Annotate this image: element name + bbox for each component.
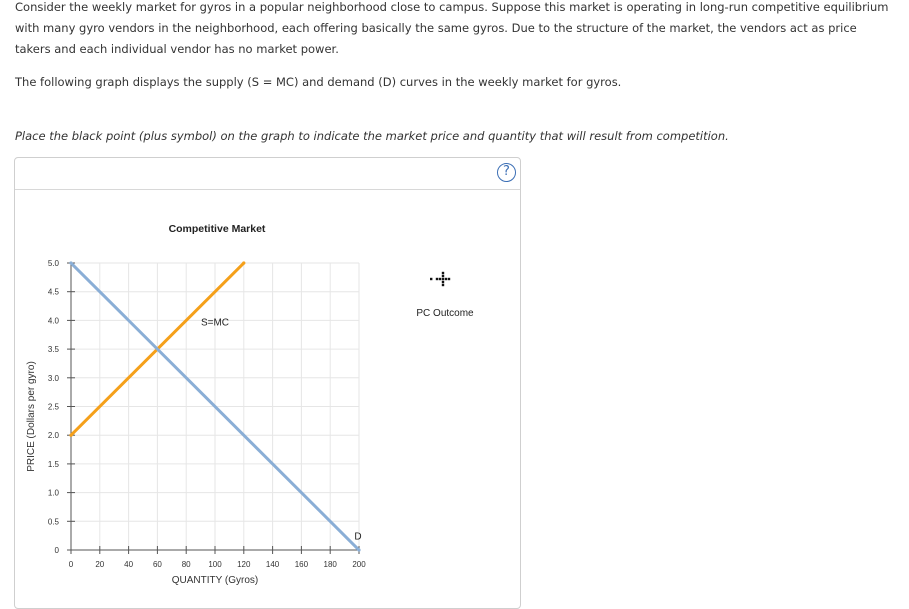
y-tick-label: 4.0	[47, 316, 59, 326]
x-tick-label: 120	[237, 560, 251, 569]
instruction-text: Place the black point (plus symbol) on the graph to indicate the market price and quantity that will result from competition.	[15, 129, 729, 143]
x-tick-label: 160	[294, 560, 309, 569]
x-tick-label: 180	[323, 560, 337, 569]
plus-symbol-dot[interactable]	[439, 278, 441, 280]
x-tick-label: 100	[208, 560, 222, 569]
chart-axes	[48, 259, 366, 569]
y-tick-label: 2.0	[47, 431, 59, 441]
y-tick-label: 0.5	[47, 517, 59, 527]
competitive-market-chart[interactable]	[15, 158, 520, 600]
supply-curve-endpoint	[242, 261, 245, 264]
plus-symbol-dot[interactable]	[448, 278, 450, 280]
plus-symbol-dot[interactable]	[442, 281, 444, 283]
plus-symbol-dot[interactable]	[430, 278, 432, 280]
pc-outcome-tool[interactable]	[428, 267, 458, 291]
plus-symbol-dot[interactable]	[442, 284, 444, 286]
plus-symbol-dot[interactable]	[442, 275, 444, 277]
question-intro: Consider the weekly market for gyros in a popular neighborhood close to campus. Suppose this market is operating in long-run competitive equilibrium with many gyro vendors in the neighborhood, each offering basically the same gyros. Due to the structure of the market, the vendors act as price takers and each individual vendor has no market power.	[15, 0, 889, 56]
y-tick-label: 2.5	[47, 402, 59, 412]
y-tick-label: 1.0	[47, 488, 59, 498]
y-tick-label: 1.5	[47, 459, 59, 469]
plus-symbol-dot[interactable]	[436, 278, 438, 280]
supply-curve-endpoint	[69, 434, 72, 437]
graph-panel	[14, 157, 521, 609]
y-tick-label: 0	[54, 546, 59, 555]
x-tick-label: 200	[352, 560, 366, 569]
pc-outcome-label: PC Outcome	[416, 308, 474, 319]
x-tick-label: 0	[68, 560, 74, 569]
x-tick-label: 20	[95, 560, 105, 569]
x-tick-label: 140	[265, 560, 280, 569]
plus-symbol-dot[interactable]	[442, 272, 444, 274]
chart-title: Competitive Market	[168, 223, 266, 235]
y-tick-label: 3.0	[47, 373, 59, 383]
demand-curve-endpoint	[69, 261, 72, 264]
demand-curve-endpoint	[357, 548, 360, 551]
x-axis-title: QUANTITY (Gyros)	[171, 575, 259, 586]
y-tick-label: 3.5	[47, 345, 59, 355]
y-tick-label: 4.5	[47, 287, 59, 297]
help-icon[interactable]: ?	[497, 163, 516, 182]
graph-description: The following graph displays the supply (S = MC) and demand (D) curves in the weekly market for gyros.	[15, 75, 622, 89]
plus-symbol-dot[interactable]	[445, 278, 447, 280]
x-tick-label: 80	[181, 560, 191, 569]
x-tick-label: 40	[124, 560, 134, 569]
plus-symbol-dot[interactable]	[442, 278, 444, 280]
y-axis-title: PRICE (Dollars per gyro)	[26, 361, 37, 472]
x-tick-label: 60	[152, 560, 162, 569]
supply-curve-label: S=MC	[200, 317, 230, 329]
demand-curve-label: D	[354, 531, 362, 543]
y-tick-label: 5.0	[47, 259, 59, 268]
